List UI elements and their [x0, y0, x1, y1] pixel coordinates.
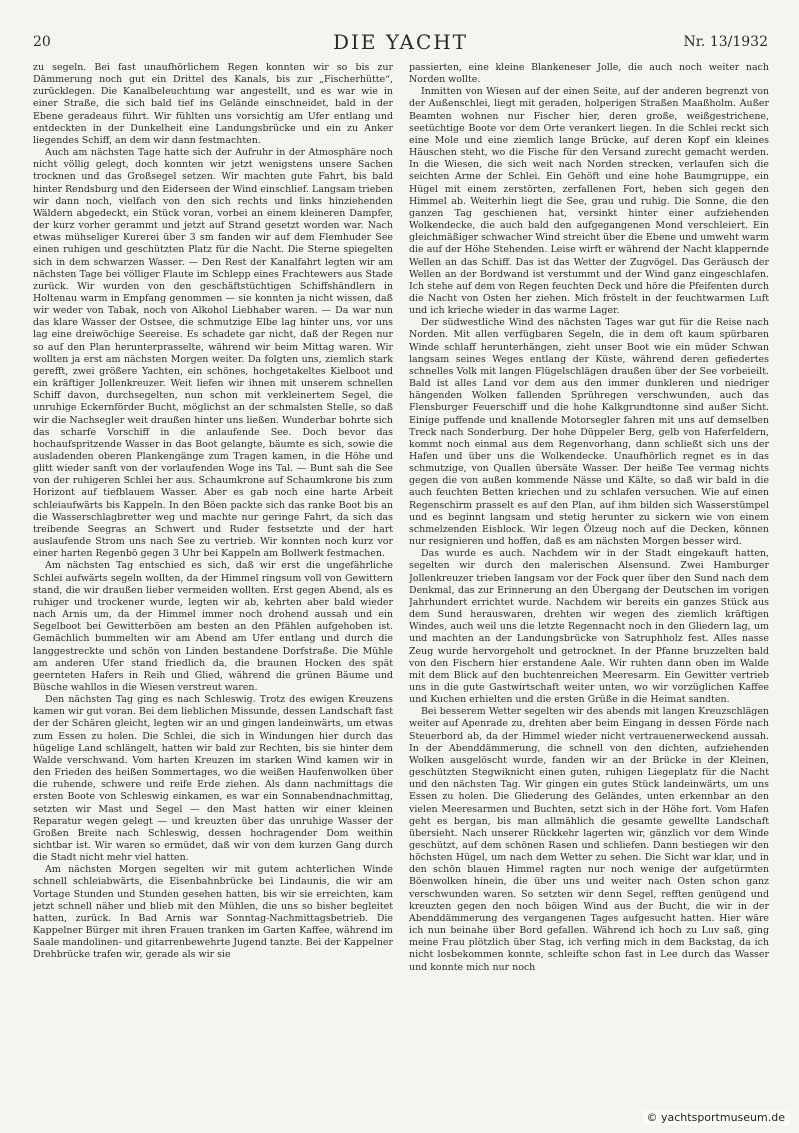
- paragraph: Bei besserem Wetter segelten wir des abends mit langen Kreuzschlägen weiter auf Apenrade zu, drehten aber beim Eingang in dessen Förde nach Steuerbord ab, da der Himmel wieder nicht vertrauenerweckend aussah. In der Abenddämmerung, die schnell von den dichten, aufziehenden Wolken ausgelöscht wurde, fanden wir an der Brücke in der Kleinen, geschützten Stegwiknicht einen guten, ruhigen Liegeplatz für die Nacht und den nächsten Tag. Wir gingen ein gutes Stück landeinwärts, um uns Essen zu holen. Die Gliederung des Geländes, unten erkennbar an den vielen Meeresarmen und Buchten, setzt sich in der Höhe fort. Vom Hafen geht es bergan, bis man allmählich die gesamte gewellte Landschaft übersieht. Nach unserer Rückkehr lagerten wir, gänzlich vor dem Winde geschützt, auf dem schönen Rasen und schliefen. Dann bestiegen wir den höchsten Hügel, um nach dem Wetter zu sehen. Die Sicht war klar, und in den schön blauen Himmel ragten nur noch wenige der aufgetürmten Böenwolken hinein, die über uns und weiter nach Osten schon ganz verschwunden waren. So setzten wir denn Segel, refften genügend und kreuzten gegen den noch böigen Wind aus der Bucht, die wir in der Abenddämmerung des vergangenen Tages aufgesucht hatten. Hier wäre ich nun beinahe über Bord gefallen. Während ich hoch zu Luv saß, ging meine Frau plötzlich über Stag, ich verfing mich in dem Backstag, da ich nicht losbekommen konnte, schleifte schon fast in Lee durch das Wasser und konnte mich nur noch: [409, 706, 769, 973]
- paragraph: Der südwestliche Wind des nächsten Tages war gut für die Reise nach Norden. Mit allen verfügbaren Segeln, die in dem oft kaum spürbaren Winde schlaff herunterhängen, zieht unser Boot wie ein müder Schwan langsam seines Weges entlang der Küste, während deren gefiedertes schnelles Volk mit langen Flügelschlägen draußen über der See vorbeieilt. Bald ist alles Land vor dem aus den immer dunkleren und niedriger hängenden Wolken fallenden Sprühregen verschwunden, auch das Flensburger Feuerschiff und die hohe Kalkgrundtonne sind außer Sicht. Einige puffende und knallende Motorsegler fahren mit uns auf demselben Treck nach Sonderburg. Der hohe Düppeler Berg, gelb von Haferfeldern, kommt noch einmal aus dem Regenvorhang, dann schließt sich uns der Hafen und über uns die Wolkendecke. Unaufhörlich regnet es in das schmutzige, von Quallen übersäte Wasser. Der heiße Tee vermag nichts gegen die von außen kommende Nässe und Kälte, so daß wir bald in die auch feuchten Betten kriechen und zu schlafen versuchen. Wie auf einen Regenschirm prasselt es auf den Plan, auf ihm bilden sich Wasserstümpel und es beginnt langsam und stetig herunter zu sickern wie von einem schmelzenden Eisblock. Wir legen Ölzeug noch auf die Decken, können nur resignieren und hoffen, daß es am nächsten Morgen besser wird.: [409, 317, 769, 548]
- left-column: [33, 62, 393, 1072]
- paragraph: Am nächsten Tag entschied es sich, daß wir erst die ungefährliche Schlei aufwärts segeln wollten, da der Himmel ringsum voll von Gewittern stand, die wir draußen lieber vermeiden wollten. Erst gegen Abend, als es ruhiger und trockener wurde, legten wir ab, kehrten aber bald wieder nach Arnis um, da der Himmel immer noch drohend aussah und ein Segelboot bei Gewitterböen am besten an den Pfählen aufgehoben ist. Gemächlich bummelten wir am Abend am Ufer entlang und durch die langgestreckte und schön von Linden bestandene Dorfstraße. Die Mühle am anderen Ufer stand friedlich da, die braunen Hocken des spät geernteten Hafers in Reih und Glied, während die grünen Bäume und Büsche wahllos in die Wiesen verstreut waren.: [33, 560, 393, 693]
- paragraph: Am nächsten Morgen segelten wir mit gutem achterlichen Winde schnell schleiabwärts, die Eisenbahnbrücke bei Lindaunis, die wir am Vortage Stunden und Stunden gesehen hatten, bis wir sie erreichten, kam jetzt schnell näher und blieb mit den Mühlen, die uns so bisher begleitet hatten, zurück. In Bad Arnis war Sonntag-Nachmittagsbetrieb. Die Kappelner Bürger mit ihren Frauen tranken im Garten Kaffee, während im Saale mandolinen- und gitarrenbewehrte Jugend tanzte. Bei der Kappelner Drehbrücke trafen wir, gerade als wir sie: [33, 864, 393, 961]
- journal-title: DIE YACHT: [332, 30, 469, 54]
- issue-number: Nr. 13/1932: [683, 34, 768, 50]
- watermark: © yachtsportmuseum.de: [643, 1110, 789, 1125]
- paragraph: passierten, eine kleine Blankeneser Jolle, die auch noch weiter nach Norden wollte.: [409, 62, 769, 86]
- paragraph: zu segeln. Bei fast unaufhörlichem Regen konnten wir so bis zur Dämmerung noch gut ein Drittel des Kanals, bis zur „Fischerhütte“, zurücklegen. Die Kanalbeleuchtung war angestellt, und es war wie in einer Straße, die sich bald tief ins Gelände einschneidet, bald in der Ebene geradeaus führt. Wir fühlten uns vorsichtig am Ufer entlang und entdeckten in der Dunkelheit eine Landungsbrücke und ein zu Anker liegendes Schiff, an dem wir dann festmachten.: [33, 62, 393, 146]
- paragraph: Inmitten von Wiesen auf der einen Seite, auf der anderen begrenzt von der Außenschlei, liegt mit geraden, holperigen Straßen Maaßholm. Außer Beamten wohnen nur Fischer hier, deren große, weißgestrichene, seetüchtige Boote vor dem Orte verankert liegen. In die Schlei reckt sich eine Mole und eine ziemlich lange Brücke, auf deren Kopf ein kleines Häuschen steht, wo die Fische für den Versand zurecht gemacht werden. In die Wiesen, die sich weit nach Norden strecken, verlaufen sich die seichten Arme der Schlei. Ein Gehöft und eine hohe Baumgruppe, ein Hügel mit einem zerstörten, zerfallenen Fort, heben sich gegen den Himmel ab. Weiterhin liegt die See, grau und ruhig. Die Sonne, die den ganzen Tag geschienen hat, versinkt hinter einer aufziehenden Wolkendecke, die auch bald den aufgegangenen Mond verschleiert. Ein gleichmäßiger schwacher Wind streicht über die Ebene und umweht warm die auf der Höhe Stehenden. Leise wirft er während der Nacht klappernde Wellen an das Schiff. Das ist das Wetter der Zugvögel. Das Geräusch der Wellen an der Bordwand ist verstummt und der Wind ganz eingeschlafen. Ich stehe auf dem von Regen feuchten Deck und höre die Pfeifenten durch die Nacht von Osten her ziehen. Mich fröstelt in der feuchtwarmen Luft und ich krieche wieder in das warme Lager.: [409, 86, 769, 317]
- paragraph: Den nächsten Tag ging es nach Schleswig. Trotz des ewigen Kreuzens kamen wir gut voran. Bei dem lieblichen Missunde, dessen Landschaft fast der der Schären gleicht, legten wir an und gingen landeinwärts, um etwas zum Essen zu holen. Die Schlei, die sich in Windungen hier durch das hügelige Land schlängelt, hatten wir bald zur Rechten, bis sie hinter dem Walde verschwand. Vom harten Kreuzen im starken Wind kamen wir in den Frieden des heißen Sommertages, wo die weißen Haufenwolken über die ruhende, schwere und reife Erde ziehen. Als dann nachmittags die ersten Boote von Schleswig einkamen, es war ein Sonnabendnachmittag, setzten wir Mast und Segel — den Mast hatten wir einer kleinen Reparatur wegen gelegt — und kreuzten über das unruhige Wasser der Großen Breite nach Schleswig, dessen hochragender Dom weithin sichtbar ist. Wir waren so ermüdet, daß wir von dem kurzen Gang durch die Stadt nicht mehr viel hatten.: [33, 694, 393, 864]
- page-header: [33, 30, 768, 54]
- right-column: [409, 62, 769, 1072]
- paragraph: Auch am nächsten Tage hatte sich der Aufruhr in der Atmosphäre noch nicht völlig gelegt, doch konnten wir jetzt wenigstens unsere Sachen trocknen und das Großsegel setzen. Wir machten gute Fahrt, bis bald hinter Rendsburg und den Eiderseen der Wind einschlief. Langsam trieben wir dann noch, vielfach von den sich rechts und links hinziehenden Wäldern abgedeckt, ein Stück voran, vorbei an einem kleineren Dampfer, der kurz vorher gerammt und jetzt auf Strand gesetzt worden war. Nach etwas mühseliger Kurerei über 3 sm fanden wir auf dem Flemhuder See einen ruhigen und geschützten Platz für die Nacht. Die Sterne spiegelten sich in dem schwarzen Wasser. — Den Rest der Kanalfahrt legten wir am nächsten Tage bei völliger Flaute im Schlepp eines Frachtewers aus Stade zurück. Wir wurden von den geschäftstüchtigen Schiffshändlern in Holtenau warm in Empfang genommen — sie konnten ja nicht wissen, daß wir weder von Tabak, noch von Alkohol Liebhaber waren. — Da war nun das klare Wasser der Ostsee, die schmutzige Elbe lag hinter uns, vor uns lag eine dreiwöchige Seereise. Es schadete gar nicht, daß der Regen nur so auf den Plan herunterprasselte, während wir beim Mittag waren. Wir wollten ja erst am nächsten Morgen weiter. Da folgten uns, ziemlich stark gerefft, zwei größere Yachten, ein schönes, hochgetakeltes Kielboot und ein kräftiger Jollenkreuzer. Weit liefen wir ihnen mit unserem schnellen Schiff davon, durchsegelten, nun schon mit verkleinertem Segel, die unruhige Eckernförder Bucht, möglichst an der schmalsten Stelle, so daß wir die Nachsegler weit draußen hinter uns ließen. Wunderbar bohrte sich das scharfe Vorschiff in die anlaufende See. Doch bevor das hochaufspritzende Wasser in das Boot gelangte, bäumte es sich, sowie die ausladenden oberen Plankengänge zum Tragen kamen, in die Höhe und glitt wieder sanft von der vorlaufenden Woge ins Tal. — Bunt sah die See von der ruhigeren Schlei her aus. Schaumkrone auf Schaumkrone bis zum Horizont auf tiefblauem Wasser. Aber es gab noch eine harte Arbeit schleiaufwärts bis Kappeln. In den Böen packte sich das ranke Boot bis an die Wasserschlagbretter weg und machte nur geringe Fahrt, da sich das treibende Seegras an Schwert und Ruder festsetzte und der hart auslaufende Strom uns nach See zu vertrieb. Wir konnten noch kurz vor einer harten Regenbö gegen 3 Uhr bei Kappeln am Bollwerk festmachen.: [33, 147, 393, 560]
- paragraph: Das wurde es auch. Nachdem wir in der Stadt eingekauft hatten, segelten wir durch den malerischen Alsensund. Zwei Hamburger Jollenkreuzer trieben langsam vor der Fock quer über den Sund nach dem Denkmal, das zur Erinnerung an den Übergang der Deutschen im vorigen Jahrhundert errichtet wurde. Nachdem wir bereits ein ganzes Stück aus dem Sund herauswaren, drehten wir wegen des ziemlich kräftigen Windes, auch weil uns die letzte Regennacht noch in den Gliedern lag, um und machten an der Landungsbrücke von Satruphholz fest. Alles nasse Zeug wurde hervorgeholt und getrocknet. In der Pfanne bruzzelten bald von den Fischern hier erstandene Aale. Wir ruhten dann oben im Walde mit dem Blick auf den buchtenreichen Meeresarm. Ein Gewitter vertrieb uns in die gute Gastwirtschaft weiter unten, wo wir vorzüglichen Kaffee und Kuchen erhielten und die ersten Grüße in die Heimat sandten.: [409, 548, 769, 706]
- page-number: 20: [33, 34, 51, 50]
